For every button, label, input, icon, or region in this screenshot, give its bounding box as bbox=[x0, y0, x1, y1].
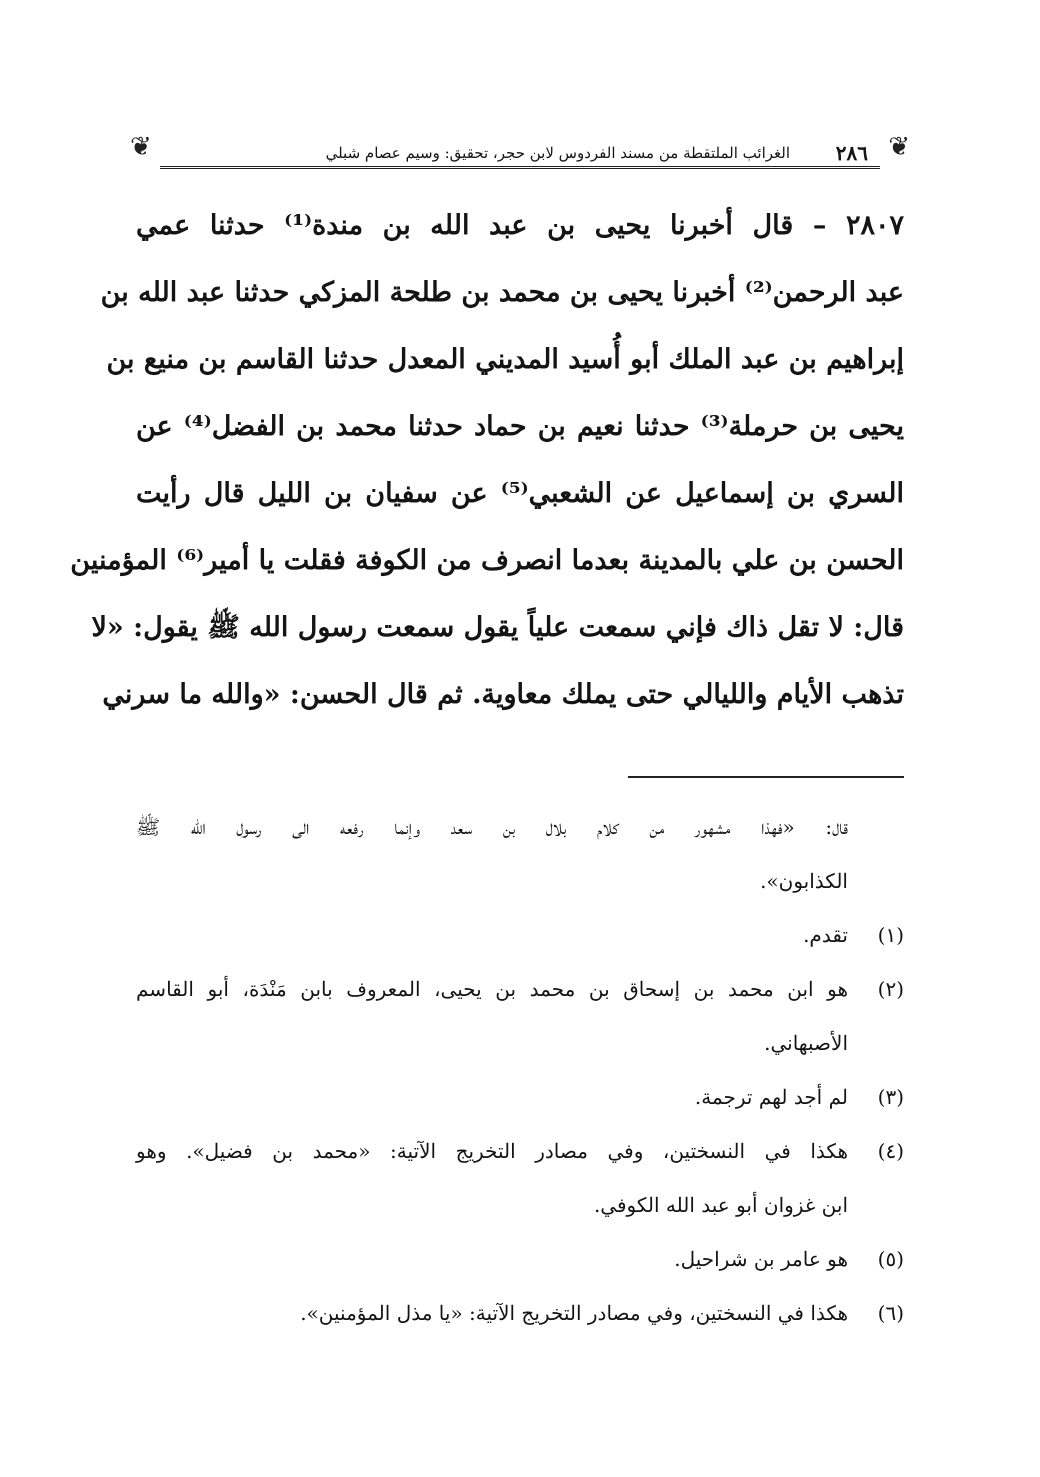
main-text-line: قال: لا تقل ذاك فإني سمعت علياً يقول سمعت رسول الله ﷺ يقول: «لا bbox=[91, 612, 904, 643]
footnote-text: هو ابن محمد بن إسحاق بن محمد بن يحيى، المعروف بابن مَنْدَة، أبو القاسم bbox=[136, 977, 848, 1001]
footnote-number: (٦) bbox=[877, 1301, 904, 1325]
footnote-number: (٣) bbox=[877, 1085, 904, 1109]
footnote-number: (٢) bbox=[877, 977, 904, 1001]
footnote-5 bbox=[136, 1232, 904, 1286]
main-text-line: عبد الرحمن⁽²⁾ أخبرنا يحيى بن محمد بن طلحة المزكي حدثنا عبد الله بن bbox=[100, 277, 904, 308]
footnote-text: تقدم. bbox=[803, 923, 848, 947]
footnote-6 bbox=[136, 1286, 904, 1340]
footnote-text: هكذا في النسختين، وفي مصادر التخريج الآتية: «يا مذل المؤمنين». bbox=[300, 1301, 848, 1325]
main-text-line: إبراهيم بن عبد الملك أبو أُسيد المديني المعدل حدثنا القاسم بن منيع بن bbox=[106, 344, 904, 375]
footnote-continuation-line: قال: «فهذا مشهور من كلام بلال بن سعد وإنما رفعه الى رسول الله ﷺ bbox=[136, 815, 848, 839]
running-title: الغرائب الملتقطة من مسند الفردوس لابن حجر، تحقيق: وسيم عصام شبلي bbox=[325, 144, 790, 162]
footnote-number: (٤) bbox=[877, 1139, 904, 1163]
footnote-2-continued: الأصبهاني. bbox=[764, 1031, 848, 1055]
main-text-line: السري بن إسماعيل عن الشعبي⁽⁵⁾ عن سفيان بن الليل قال رأيت bbox=[136, 478, 904, 509]
footnote-1 bbox=[136, 908, 904, 962]
main-text bbox=[70, 192, 904, 728]
footnote-3 bbox=[136, 1070, 904, 1124]
footnote-text: هو عامر بن شراحيل. bbox=[674, 1247, 848, 1271]
footnote-text: لم أجد لهم ترجمة. bbox=[694, 1085, 848, 1109]
footnote-number: (١) bbox=[877, 923, 904, 947]
main-text-line: الحسن بن علي بالمدينة بعدما انصرف من الكوفة فقلت يا أمير⁽⁶⁾ المؤمنين bbox=[70, 545, 904, 576]
footnote-4-continued: ابن غزوان أبو عبد الله الكوفي. bbox=[593, 1193, 848, 1217]
main-text-line: تذهب الأيام والليالي حتى يملك معاوية. ثم قال الحسن: «والله ما سرني bbox=[102, 679, 904, 710]
page-header bbox=[132, 128, 908, 174]
footnote-number: (٥) bbox=[877, 1247, 904, 1271]
main-text-line: ٢٨٠٧ – قال أخبرنا يحيى بن عبد الله بن مندة⁽¹⁾ حدثنا عمي bbox=[136, 210, 904, 241]
header-ornament-right-icon: ❦ bbox=[888, 132, 910, 162]
footnote-separator bbox=[628, 776, 904, 778]
footnotes bbox=[136, 800, 904, 1340]
page-number: ٢٨٦ bbox=[835, 141, 868, 165]
header-rule bbox=[160, 166, 880, 169]
footnote-continuation-line: الكذابون». bbox=[760, 869, 848, 893]
footnote-2 bbox=[136, 962, 904, 1016]
header-ornament-left-icon: ❦ bbox=[130, 132, 152, 162]
footnote-text: هكذا في النسختين، وفي مصادر التخريج الآتية: «محمد بن فضيل». وهو bbox=[136, 1139, 848, 1163]
footnote-4 bbox=[136, 1124, 904, 1178]
main-text-line: يحيى بن حرملة⁽³⁾ حدثنا نعيم بن حماد حدثنا محمد بن الفضل⁽⁴⁾ عن bbox=[136, 411, 904, 442]
